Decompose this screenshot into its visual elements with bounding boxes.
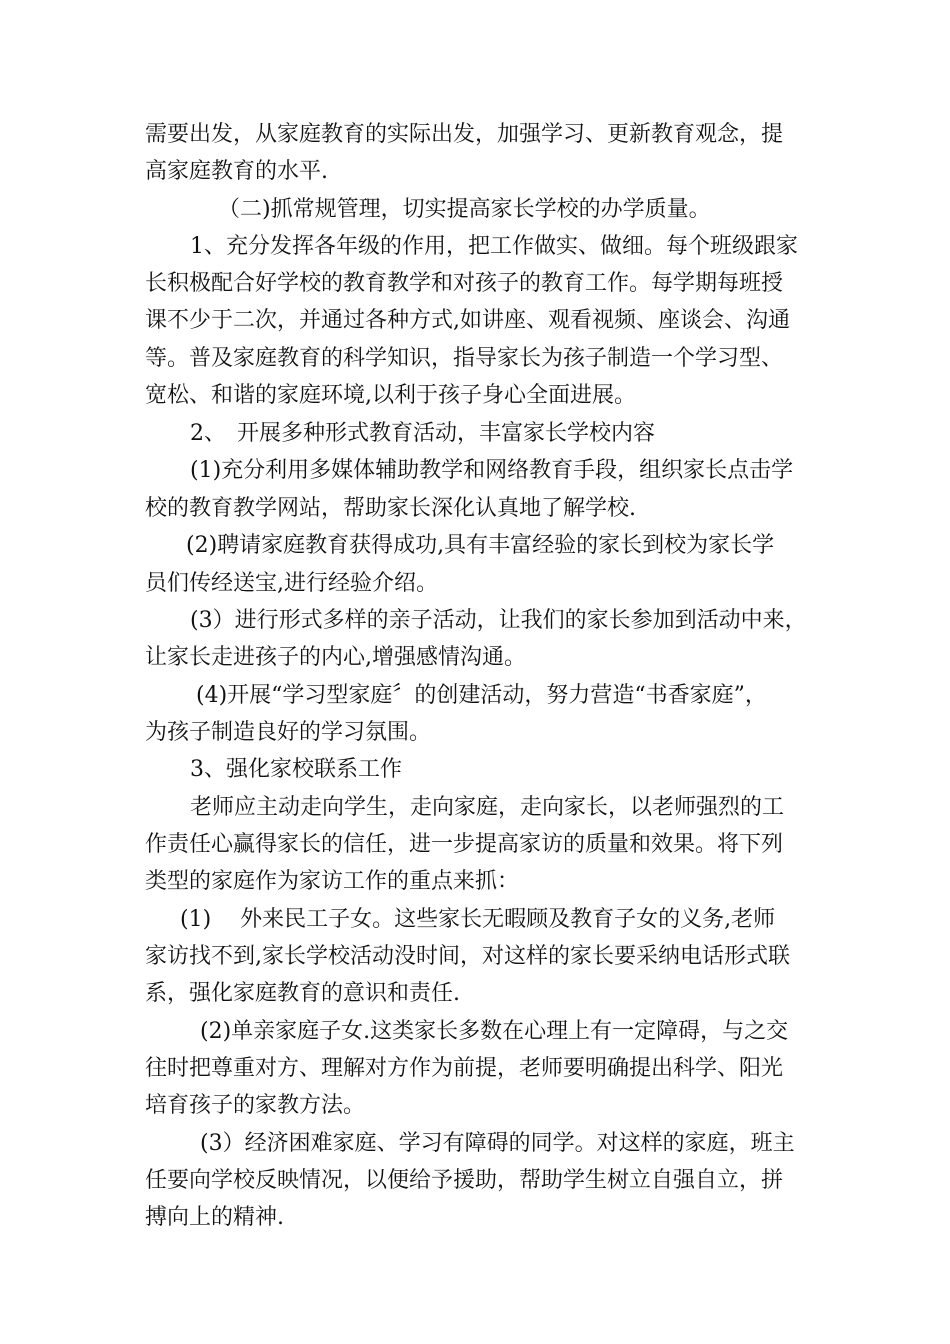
- text-line-16: (4)开展“学习型家庭〞的创建活动，努力营造“书香家庭”，: [196, 683, 767, 708]
- text-line-1: 需要出发，从家庭教育的实际出发，加强学习、更新教育观念，提: [145, 122, 784, 147]
- text-line-10: (1)充分利用多媒体辅助教学和网络教育手段，组织家长点击学: [190, 458, 794, 483]
- text-line-28: (3）经济困难家庭、学习有障碍的同学。对这样的家庭，班主: [200, 1131, 795, 1156]
- text-line-6: 课不少于二次，并通过各种方式,如讲座、观看视频、座谈会、沟通: [145, 308, 790, 333]
- text-line-2: 高家庭教育的水平.: [145, 159, 328, 184]
- text-line-23: 家访找不到,家长学校活动没时间，对这样的家长要采纳电话形式联: [145, 944, 790, 969]
- text-line-17: 为孩子制造良好的学习氛围。: [145, 720, 432, 745]
- text-line-27: 培育孩子的家教方法。: [145, 1093, 366, 1118]
- text-line-11: 校的教育教学网站，帮助家长深化认真地了解学校.: [145, 496, 636, 521]
- text-line-22: (1) 外来民工子女。这些家长无暇顾及教育子女的义务,老师: [180, 907, 776, 932]
- text-line-5: 长积极配合好学校的教育教学和对孩子的教育工作。每学期每班授: [145, 271, 784, 296]
- text-line-26: 往时把尊重对方、理解对方作为前提，老师要明确提出科学、阳光: [145, 1056, 784, 1081]
- text-line-19: 老师应主动走向学生，走向家庭，走向家长，以老师强烈的工: [190, 795, 785, 820]
- text-line-12: (2)聘请家庭教育获得成功,具有丰富经验的家长到校为家长学: [186, 533, 775, 558]
- text-line-25: (2)单亲家庭子女.这类家长多数在心理上有一定障碍，与之交: [200, 1019, 789, 1044]
- text-line-8: 宽松、和谐的家庭环境,以利于孩子身心全面进展。: [145, 383, 636, 408]
- subheading-3: 3、强化家校联系工作: [190, 757, 402, 782]
- text-line-30: 搏向上的精神.: [145, 1205, 284, 1230]
- section-heading: （二)抓常规管理，切实提高家长学校的办学质量。: [218, 197, 711, 222]
- text-line-13: 员们传经送宝,进行经验介绍。: [145, 571, 438, 596]
- text-line-21: 类型的家庭作为家访工作的重点来抓：: [145, 869, 520, 894]
- text-line-14: (3）进行形式多样的亲子活动，让我们的家长参加到活动中来，: [190, 608, 807, 633]
- text-line-7: 等。普及家庭教育的科学知识，指导家长为孩子制造一个学习型、: [145, 346, 784, 371]
- text-line-24: 系，强化家庭教育的意识和责任.: [145, 981, 460, 1006]
- text-line-20: 作责任心赢得家长的信任，进一步提高家访的质量和效果。将下列: [145, 832, 784, 857]
- text-line-15: 让家长走进孩子的内心,增强感情沟通。: [145, 645, 526, 670]
- text-line-29: 任要向学校反映情况，以便给予援助，帮助学生树立自强自立，拼: [145, 1168, 784, 1193]
- subheading-2: 2、 开展多种形式教育活动，丰富家长学校内容: [190, 421, 655, 446]
- text-line-4: 1、充分发挥各年级的作用，把工作做实、做细。每个班级跟家: [190, 234, 798, 259]
